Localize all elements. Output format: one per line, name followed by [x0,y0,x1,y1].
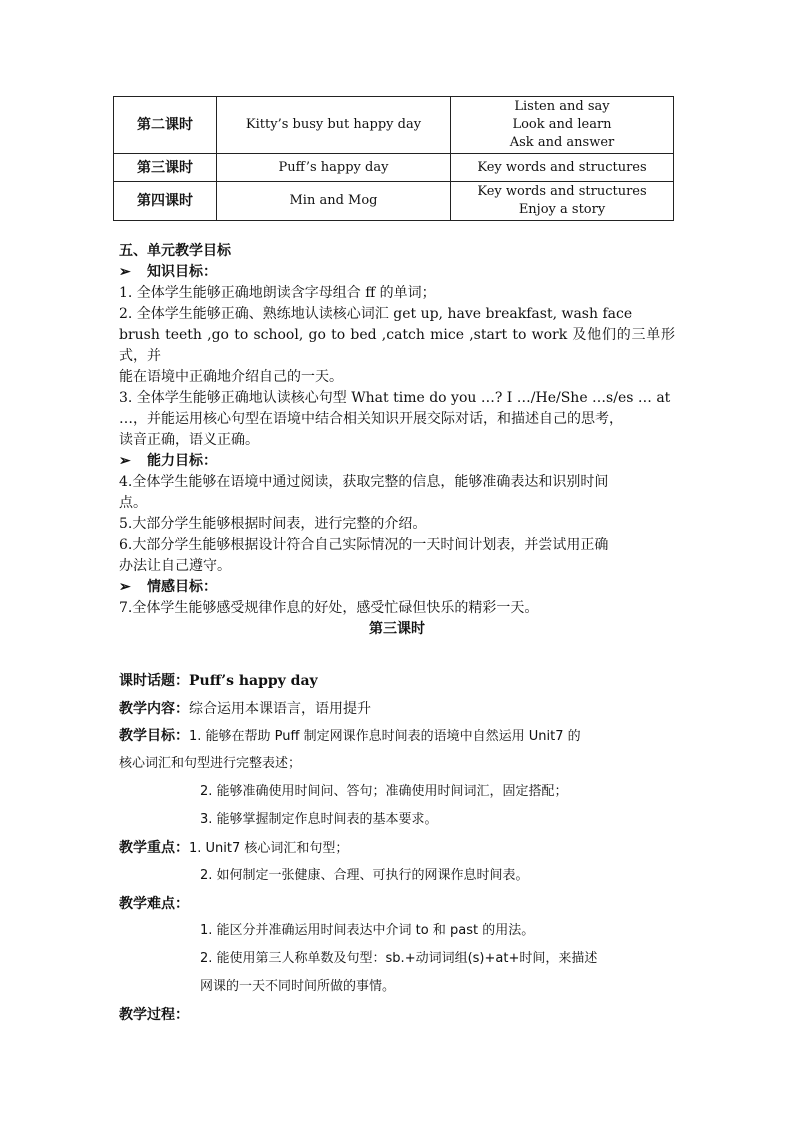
content-line: Look and learn [512,117,612,132]
goal-item: 2. 能够准确使用时间问、答句；准确使用时间词汇，固定搭配； [200,784,568,799]
unit-goals-section [119,241,675,619]
content-line: Key words and structures [477,159,647,175]
goal-line: 4.全体学生能够在语境中通过阅读，获取完整的信息，能够准确表达和识别时间 [119,474,609,490]
content-cell [451,154,674,182]
key-points-line: 教学重点：1. Unit7 核心词汇和句型； [119,840,349,856]
content-cell [451,97,674,154]
topic-cell: Puff’s happy day [217,154,451,182]
goal-line: 点。 [119,495,147,511]
goal-line: 3. 全体学生能够正确地认读核心句型 What time do you …? I …/He/She …s/es … at [119,390,671,406]
arrow-bullet-icon: ➢ [119,453,131,469]
goal-line: 7.全体学生能够感受规律作息的好处，感受忙碌但快乐的精彩一天。 [119,600,539,616]
lesson-cell: 第三课时 [114,154,217,182]
difficulty-item: 2. 能使用第三人称单数及句型：sb.+动词词组(s)+at+时间，来描述 [200,951,598,966]
goal-line: 6.大部分学生能够根据设计符合自己实际情况的一天时间计划表，并尝试用正确 [119,537,609,553]
content-line: Ask and answer [509,135,615,150]
table-row [114,154,674,182]
knowledge-goals-heading: ➢ 知识目标： [119,262,675,283]
goal-line: 能在语境中正确地介绍自己的一天。 [119,369,343,385]
goal-item: 3. 能够掌握制定作息时间表的基本要求。 [200,812,438,827]
goal-line: 5.大部分学生能够根据时间表，进行完整的介绍。 [119,516,427,532]
goal-line: brush teeth ,go to school, go to bed ,catch mice ,start to work 及他们的三单形式，并 [119,327,675,364]
goal-line: 1. 全体学生能够正确地朗读含字母组合 ff 的单词； [119,285,436,301]
content-line: Enjoy a story [518,202,606,217]
emotion-goals-heading: ➢ 情感目标： [119,577,675,598]
lesson-cell: 第四课时 [114,182,217,221]
topic-line: 课时话题：Puff’s happy day [119,673,318,689]
goal-line: 2. 全体学生能够正确、熟练地认读核心词汇 get up, have breakfast, wash face [119,306,633,322]
arrow-bullet-icon: ➢ [119,264,131,280]
lesson-schedule-table [113,96,674,221]
difficulty-item: 1. 能区分并准确运用时间表达中介词 to 和 past 的用法。 [200,923,535,938]
difficulty-item-cont: 网课的一天不同时间所做的事情。 [200,979,396,994]
topic-cell: Min and Mog [217,182,451,221]
key-point-item: 2. 如何制定一张健康、合理、可执行的网课作息时间表。 [200,868,529,883]
content-cell [451,182,674,221]
goals-line: 教学目标：1. 能够在帮助 Puff 制定网课作息时间表的语境中自然运用 Unit7 的 [119,728,581,744]
ability-goals-heading: ➢ 能力目标： [119,451,675,472]
lesson-title: 第三课时 [369,621,425,637]
content-line: Listen and say [514,99,610,114]
difficulty-label: 教学难点： [119,896,189,912]
arrow-bullet-icon: ➢ [119,579,131,595]
content-line: 教学内容：综合运用本课语言，语用提升 [119,701,371,717]
goal-line: 读音正确，语义正确。 [119,432,259,448]
process-label: 教学过程： [119,1007,189,1023]
section-heading: 五、单元教学目标 [119,243,231,259]
goal-line: …，并能运用核心句型在语境中结合相关知识开展交际对话，和描述自己的思考， [119,411,623,427]
topic-cell: Kitty’s busy but happy day [217,97,451,154]
table-row [114,182,674,221]
goal-line: 办法让自己遵守。 [119,558,231,574]
lesson-cell: 第二课时 [114,97,217,154]
goals-line-cont: 核心词汇和句型进行完整表述； [119,756,302,771]
table-row [114,97,674,154]
content-line: Key words and structures [477,184,647,199]
